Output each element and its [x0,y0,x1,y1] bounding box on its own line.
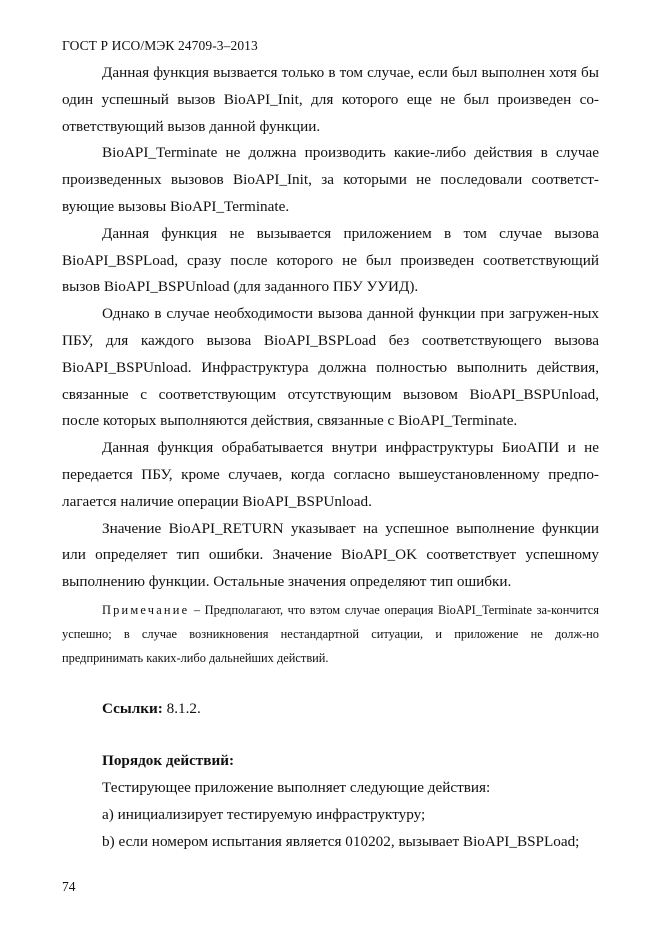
paragraph-3: Данная функция не вызывается приложением в том случае вызова BioAPI_BSPLoad, сразу после которого не был произведен соответствующий вызов BioAPI_BSPUnload (для заданного ПБУ УУИД). [62,224,599,296]
paragraph-2: BioAPI_Terminate не должна производить какие-либо действия в случае произведенных вызовов BioAPI_Init, за которыми не последовали соответст-вующие вызовы BioAPI_Terminate. [62,144,599,215]
note-label: Примечание [102,602,190,617]
procedure-step-b: b) если номером испытания является 010202, вызывает BioAPI_BSPLoad; [102,832,580,850]
references [62,696,599,723]
document-header: ГОСТ Р ИСО/МЭК 24709-3–2013 [62,38,258,53]
document-body [62,60,599,856]
paragraph-1: Данная функция вызвается только в том случае, если был выполнен хотя бы один успешный вызов BioAPI_Init, для которого еще не был произведен со-ответствующий вызов данной функции. [62,64,599,135]
references-label: Ссылки: [102,699,163,717]
paragraph-6: Значение BioAPI_RETURN указывает на успешное выполнение функции или определяет тип ошибки. Значение BioAPI_OK соответствует успешному выполнению функции. Остальные значения определяют тип ошибки. [62,519,599,591]
note-text: Предполагают, что вэтом случае операция BioAPI_Terminate за-кончится успешно; в случае возникновения нестандартной ситуации, и приложение не долж-но предпринимать каких-либо дальнейших действий. [62,602,599,666]
paragraph-5: Данная функция обрабатывается внутри инфраструктуры БиоАПИ и не передается ПБУ, кроме случаев, когда согласно вышеустановленному предпо-лагается наличие операции BioAPI_BSPUnload. [62,439,599,510]
paragraph-4: Однако в случае необходимости вызова данной функции при загружен-ных ПБУ, для каждого вызова BioAPI_BSPLoad без соответствующего вызова BioAPI_BSPUnload. Инфраструктура должна полностью выполнить действия, связанные с соответствующим отсутствующим вызовом BioAPI_BSPUnload, после которых выполняются действия, связанные с BioAPI_Terminate. [62,305,599,430]
references-value: 8.1.2. [162,699,201,717]
procedure-heading: Порядок действий: [102,752,235,770]
note [62,598,599,671]
page-number: 74 [62,879,76,894]
procedure-step-a: a) инициализирует тестируемую инфраструктуру; [102,805,426,823]
procedure-intro: Тестирующее приложение выполняет следующие действия: [102,779,491,797]
note-dash: – [189,602,205,617]
